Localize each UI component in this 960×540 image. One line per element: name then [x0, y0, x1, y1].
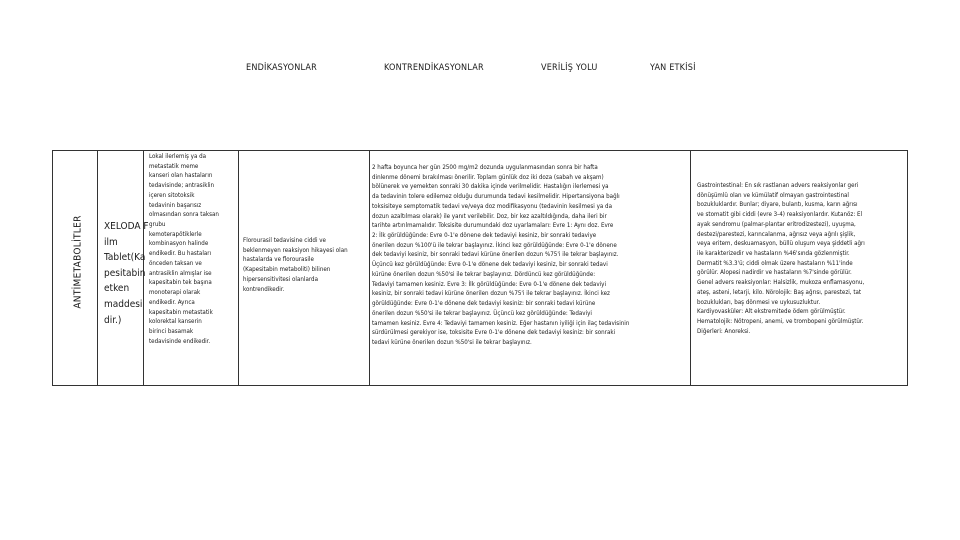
header-contraindications: KONTRENDİKASYONLAR: [384, 63, 484, 73]
route-text: 2 hafta boyunca her gün 2500 mg/m2 dozunda uygulanmasından sonra bir hafta dinlenme dönemi bırakılması önerilir. Toplam günlük doz iki doza (sabah ve akşam) bölünerek ve yemekten sonraki 30 dakika içinde verilmelidir. Hastalığın ilerlemesi ya da tedavinin tolere edilemez olduğu durumunda tedavi kesilmelidir. Hipertansiyona bağlı toksisiteye semptomatik tedavi ve/veya doz modifikasyonu (tedavinin kesilmesi ya da dozun azaltılması olarak) ile yanıt verilebilir. Doz, bir kez azaltıldığında, daha ileri bir tarihte artırılmamalıdır. Toksisite durumundaki doz uyarlamaları: Evre 1: Aynı doz. Evre 2: İlk görüldüğünde: Evre 0-1'e dönene dek tedaviyi kesiniz, bir sonraki tedaviye önerilen dozun %100'ü ile tekrar başlayınız. İkinci kez görüldüğünde: Evre 0-1'e dönene dek tedaviyi kesiniz, bir sonraki tedavi kürüne önerilen dozun %75'i ile tekrar başlayınız. Üçüncü kez görüldüğünde: Evre 0-1'e dönene dek tedaviyi kesiniz, bir sonraki tedavi kürüne önerilen dozun %50'si ile tekrar başlayınız. Dördüncü kez görüldüğünde: Tedaviyi tamamen kesiniz. Evre 3: İlk görüldüğünde: Evre 0-1'e dönene dek tedaviyi kesiniz, bir sonraki tedavi kürüne önerilen dozun %75'i ile tekrar başlayınız. İkinci kez görüldüğünde: Evre 0-1'e dönene dek tedaviyi kesiniz: bir sonraki tedavi kürüne önerilen dozun %50'si ile tekrar başlayınız. Üçüncü kez görüldüğünde: Tedaviyi tamamen kesiniz. Evre 4: Tedaviyi tamamen kesiniz. Eğer hastanın iyiliği için ilaç tedavisinin sürdürülmesi gerekiyor ise, toksisite Evre 0-1'e dönene dek tedaviyi kesiniz: bir sonraki tedavi kürüne önerilen dozun %50'si ile tekrar başlayınız.: [372, 164, 630, 346]
drug-name: XELODA F ilm Tablet(Ka pesitabin etken maddesi dir.): [104, 221, 149, 326]
contraindications-text: Florourasil tedavisine ciddi ve beklenmeyen reaksiyon hikayesi olan hastalarda ve florourasile (Kapesitabin metaboliti) bilinen hipersensitivitesi olanlarda kontrendikedir.: [243, 237, 348, 293]
side-effects-text: Gastrointestinal: En sık rastlanan advers reaksiyonlar geri dönüşümlü olan ve kümülatif olmayan gastrointestinal bozukluklardır. Bunlar; diyare, bulantı, kusma, karın ağrısı ve stomatit gibi ciddi (evre 3-4) reaksiyonlardır. Kutanöz: El ayak sendromu (palmar-plantar eritrodizestezi), uyuşma, destezi/parestezi, karıncalanma, ağrısız veya ağrılı şişlik, veya eritem, deskuamasyon, büllü oluşum veya şiddetli ağrı ile karakterizedir ve hastaların %46'sında gözlenmiştir. Dermatit %3.3'ü; ciddi olmak üzere hastaların %11'inde görülür. Alopesi nadirdir ve hastaların %7'sinde görülür. Genel advers reaksiyonlar: Halsizlik, mukoza enflamasyonu, ateş, asteni, letarji, kilo. Nörolojik: Baş ağrısı, parestezi, tat bozuklukları, baş dönmesi ve uykusuzluktur. Kardiyovasküler: Alt ekstremitede ödem görülmüştür. Hematolojik: Nötropeni, anemi, ve trombopeni görülmüştür. Diğerleri: Anoreksi.: [697, 182, 865, 335]
header-indications: ENDİKASYONLAR: [246, 63, 317, 73]
header-route: VERİLİŞ YOLU: [541, 63, 598, 73]
indications-text: Lokal ilerlemiş ya da metastatik meme kanseri olan hastaların tedavisinde; antrasiklin içeren sitotoksik tedavinin başarısız olmasından sonra taksan grubu kemoterapötiklerle kombinasyon halinde endikedir. Bu hastaları önceden taksan ve antrasiklin almışlar ise kapesitabin tek başına monoterapi olarak endikedir. Ayrıca kapesitabin metastatik kolorektal kanserin birinci basamak tedavisinde endikedir.: [149, 153, 219, 345]
category-label: ANTİMETABOLİTLER: [72, 215, 84, 309]
header-side-effects: YAN ETKİSİ: [650, 63, 696, 73]
